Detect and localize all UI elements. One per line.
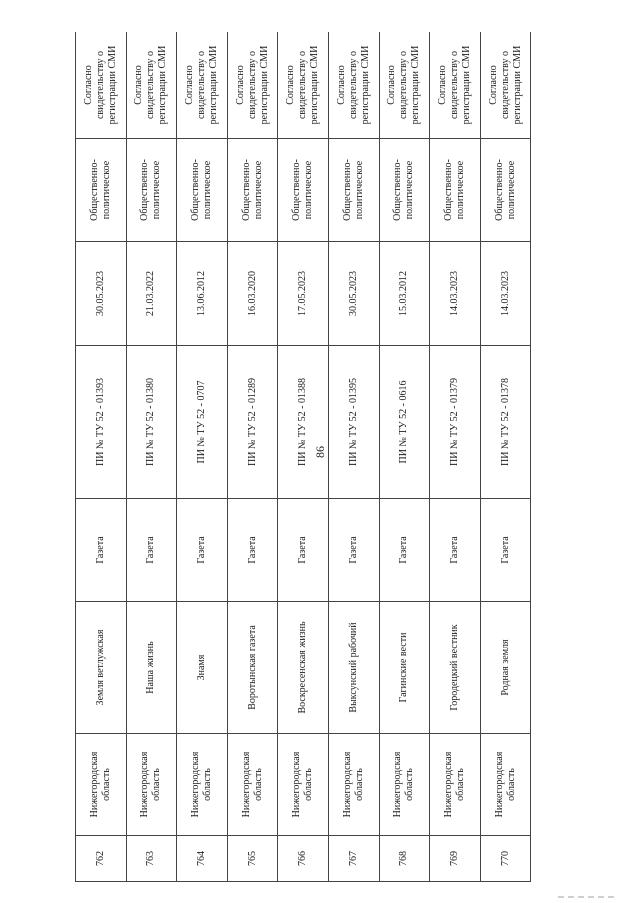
media-type-cell: Газета bbox=[227, 499, 278, 602]
scan-artifact bbox=[558, 896, 618, 898]
registration-date-cell: 21.03.2022 bbox=[126, 242, 177, 346]
row-number-cell: 769 bbox=[430, 836, 481, 882]
table-row bbox=[76, 32, 127, 882]
specialization-cell: Общественно-политическое bbox=[227, 139, 278, 242]
registration-number-cell: ПИ № ТУ 52 - 01379 bbox=[430, 346, 481, 499]
registration-date-cell: 14.03.2023 bbox=[430, 242, 481, 346]
specialization-cell: Общественно-политическое bbox=[126, 139, 177, 242]
region-cell: Нижегородская область bbox=[480, 734, 531, 836]
media-title-cell: Родная земля bbox=[480, 602, 531, 734]
table-row bbox=[227, 32, 278, 882]
distribution-territory-cell: Согласно свидетельству о регистрации СМИ bbox=[328, 32, 379, 139]
registration-date-cell: 16.03.2020 bbox=[227, 242, 278, 346]
rotated-table-container bbox=[75, 32, 531, 882]
row-number-cell: 762 bbox=[76, 836, 127, 882]
media-type-cell: Газета bbox=[76, 499, 127, 602]
media-type-cell: Газета bbox=[278, 499, 329, 602]
distribution-territory-cell: Согласно свидетельству о регистрации СМИ bbox=[278, 32, 329, 139]
region-cell: Нижегородская область bbox=[379, 734, 430, 836]
row-number-cell: 763 bbox=[126, 836, 177, 882]
specialization-cell: Общественно-политическое bbox=[76, 139, 127, 242]
media-title-cell: Выксунский рабочий bbox=[328, 602, 379, 734]
specialization-cell: Общественно-политическое bbox=[278, 139, 329, 242]
table-body bbox=[76, 32, 531, 882]
table-row bbox=[126, 32, 177, 882]
table-row bbox=[328, 32, 379, 882]
media-title-cell: Знамя bbox=[177, 602, 228, 734]
specialization-cell: Общественно-политическое bbox=[177, 139, 228, 242]
specialization-cell: Общественно-политическое bbox=[379, 139, 430, 242]
registration-date-cell: 14.03.2023 bbox=[480, 242, 531, 346]
registration-number-cell: ПИ № ТУ 52 - 01395 bbox=[328, 346, 379, 499]
distribution-territory-cell: Согласно свидетельству о регистрации СМИ bbox=[177, 32, 228, 139]
registration-date-cell: 13.06.2012 bbox=[177, 242, 228, 346]
registration-number-cell: ПИ № ТУ 52 - 01393 bbox=[76, 346, 127, 499]
registration-date-cell: 30.05.2023 bbox=[328, 242, 379, 346]
registration-date-cell: 17.05.2023 bbox=[278, 242, 329, 346]
distribution-territory-cell: Согласно свидетельству о регистрации СМИ bbox=[480, 32, 531, 139]
distribution-territory-cell: Согласно свидетельству о регистрации СМИ bbox=[379, 32, 430, 139]
row-number-cell: 766 bbox=[278, 836, 329, 882]
media-type-cell: Газета bbox=[480, 499, 531, 602]
table-row bbox=[430, 32, 481, 882]
table-row bbox=[480, 32, 531, 882]
media-registry-table bbox=[75, 32, 531, 882]
registration-date-cell: 15.03.2012 bbox=[379, 242, 430, 346]
page-number: 86 bbox=[313, 446, 327, 458]
specialization-cell: Общественно-политическое bbox=[430, 139, 481, 242]
registration-number-cell: ПИ № ТУ 52 - 01289 bbox=[227, 346, 278, 499]
media-type-cell: Газета bbox=[126, 499, 177, 602]
registration-date-cell: 30.05.2023 bbox=[76, 242, 127, 346]
media-type-cell: Газета bbox=[328, 499, 379, 602]
registration-number-cell: ПИ № ТУ 52 - 01388 bbox=[278, 346, 329, 499]
media-title-cell: Воскресенская жизнь bbox=[278, 602, 329, 734]
registration-number-cell: ПИ № ТУ 52 - 0616 bbox=[379, 346, 430, 499]
table-row bbox=[278, 32, 329, 882]
registration-number-cell: ПИ № ТУ 52 - 01378 bbox=[480, 346, 531, 499]
media-type-cell: Газета bbox=[430, 499, 481, 602]
region-cell: Нижегородская область bbox=[227, 734, 278, 836]
media-type-cell: Газета bbox=[177, 499, 228, 602]
region-cell: Нижегородская область bbox=[430, 734, 481, 836]
distribution-territory-cell: Согласно свидетельству о регистрации СМИ bbox=[76, 32, 127, 139]
media-title-cell: Наша жизнь bbox=[126, 602, 177, 734]
media-type-cell: Газета bbox=[379, 499, 430, 602]
media-title-cell: Городецкий вестник bbox=[430, 602, 481, 734]
specialization-cell: Общественно-политическое bbox=[328, 139, 379, 242]
distribution-territory-cell: Согласно свидетельству о регистрации СМИ bbox=[227, 32, 278, 139]
media-title-cell: Воротынская газета bbox=[227, 602, 278, 734]
row-number-cell: 767 bbox=[328, 836, 379, 882]
row-number-cell: 764 bbox=[177, 836, 228, 882]
region-cell: Нижегородская область bbox=[278, 734, 329, 836]
table-row bbox=[379, 32, 430, 882]
row-number-cell: 770 bbox=[480, 836, 531, 882]
specialization-cell: Общественно-политическое bbox=[480, 139, 531, 242]
media-title-cell: Земля ветлужская bbox=[76, 602, 127, 734]
row-number-cell: 765 bbox=[227, 836, 278, 882]
region-cell: Нижегородская область bbox=[76, 734, 127, 836]
distribution-territory-cell: Согласно свидетельству о регистрации СМИ bbox=[430, 32, 481, 139]
registration-number-cell: ПИ № ТУ 52 - 01380 bbox=[126, 346, 177, 499]
distribution-territory-cell: Согласно свидетельству о регистрации СМИ bbox=[126, 32, 177, 139]
table-row bbox=[177, 32, 228, 882]
registration-number-cell: ПИ № ТУ 52 - 0707 bbox=[177, 346, 228, 499]
media-title-cell: Гагинские вести bbox=[379, 602, 430, 734]
region-cell: Нижегородская область bbox=[126, 734, 177, 836]
region-cell: Нижегородская область bbox=[177, 734, 228, 836]
row-number-cell: 768 bbox=[379, 836, 430, 882]
region-cell: Нижегородская область bbox=[328, 734, 379, 836]
